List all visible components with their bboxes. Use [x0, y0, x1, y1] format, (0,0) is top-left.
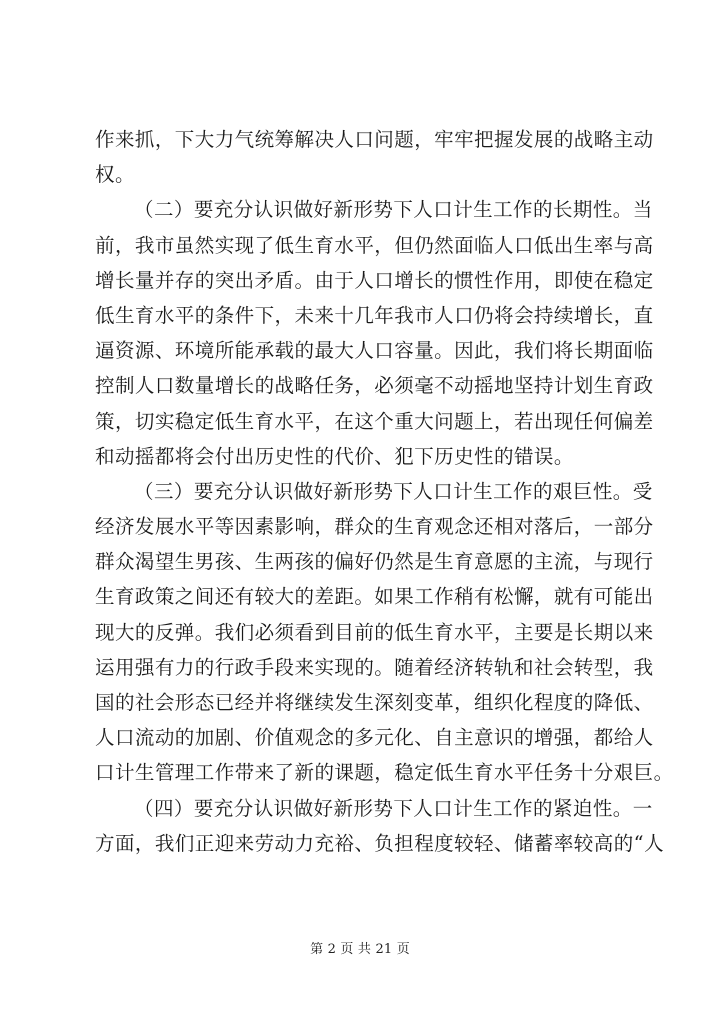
- text-line: 方面，我们正迎来劳动力充裕、负担程度较轻、储蓄率较高的“人: [95, 831, 665, 855]
- paragraph-start-line: （二）要充分认识做好新形势下人口计生工作的长期性。当: [134, 198, 653, 222]
- text-line: 前，我市虽然实现了低生育水平，但仍然面临人口低出生率与高: [95, 233, 654, 257]
- page-number: 第 2 页 共 21 页: [310, 942, 410, 957]
- text-line: 经济发展水平等因素影响，群众的生育观念还相对落后，一部分: [95, 515, 654, 539]
- text-line: 策，切实稳定低生育水平，在这个重大问题上，若出现任何偏差: [95, 409, 654, 433]
- page-footer: [0, 938, 720, 957]
- text-line: 生育政策之间还有较大的差距。如果工作稍有松懈，就有可能出: [95, 585, 654, 609]
- text-line: 运用强有力的行政手段来实现的。随着经济转轨和社会转型，我: [95, 655, 654, 679]
- text-line: 作来抓，下大力气统筹解决人口问题，牢牢把握发展的战略主动: [95, 128, 654, 151]
- text-line: 和动摇都将会付出历史性的代价、犯下历史性的错误。: [95, 444, 574, 468]
- text-line: 人口流动的加剧、价值观念的多元化、自主意识的增强，都给人: [95, 726, 654, 750]
- paragraph-start-line: （四）要充分认识做好新形势下人口计生工作的紧迫性。一: [134, 796, 653, 820]
- text-line: 口计生管理工作带来了新的课题，稳定低生育水平任务十分艰巨。: [95, 761, 674, 785]
- text-line: 控制人口数量增长的战略任务，必须毫不动摇地坚持计划生育政: [95, 374, 654, 398]
- text-line: 逼资源、环境所能承载的最大人口容量。因此，我们将长期面临: [95, 339, 654, 363]
- text-line: 国的社会形态已经并将继续发生深刻变革，组织化程度的降低、: [95, 691, 654, 714]
- document-body: [95, 122, 674, 861]
- text-line: 现大的反弹。我们必须看到目前的低生育水平，主要是长期以来: [95, 620, 654, 644]
- text-line: 低生育水平的条件下，未来十几年我市人口仍将会持续增长，直: [95, 303, 654, 327]
- text-line: 群众渴望生男孩、生两孩的偏好仍然是生育意愿的主流，与现行: [95, 550, 654, 574]
- text-line: 增长量并存的突出矛盾。由于人口增长的惯性作用，即使在稳定: [95, 268, 654, 292]
- paragraph-start-line: （三）要充分认识做好新形势下人口计生工作的艰巨性。受: [134, 479, 653, 503]
- text-line: 权。: [95, 163, 135, 187]
